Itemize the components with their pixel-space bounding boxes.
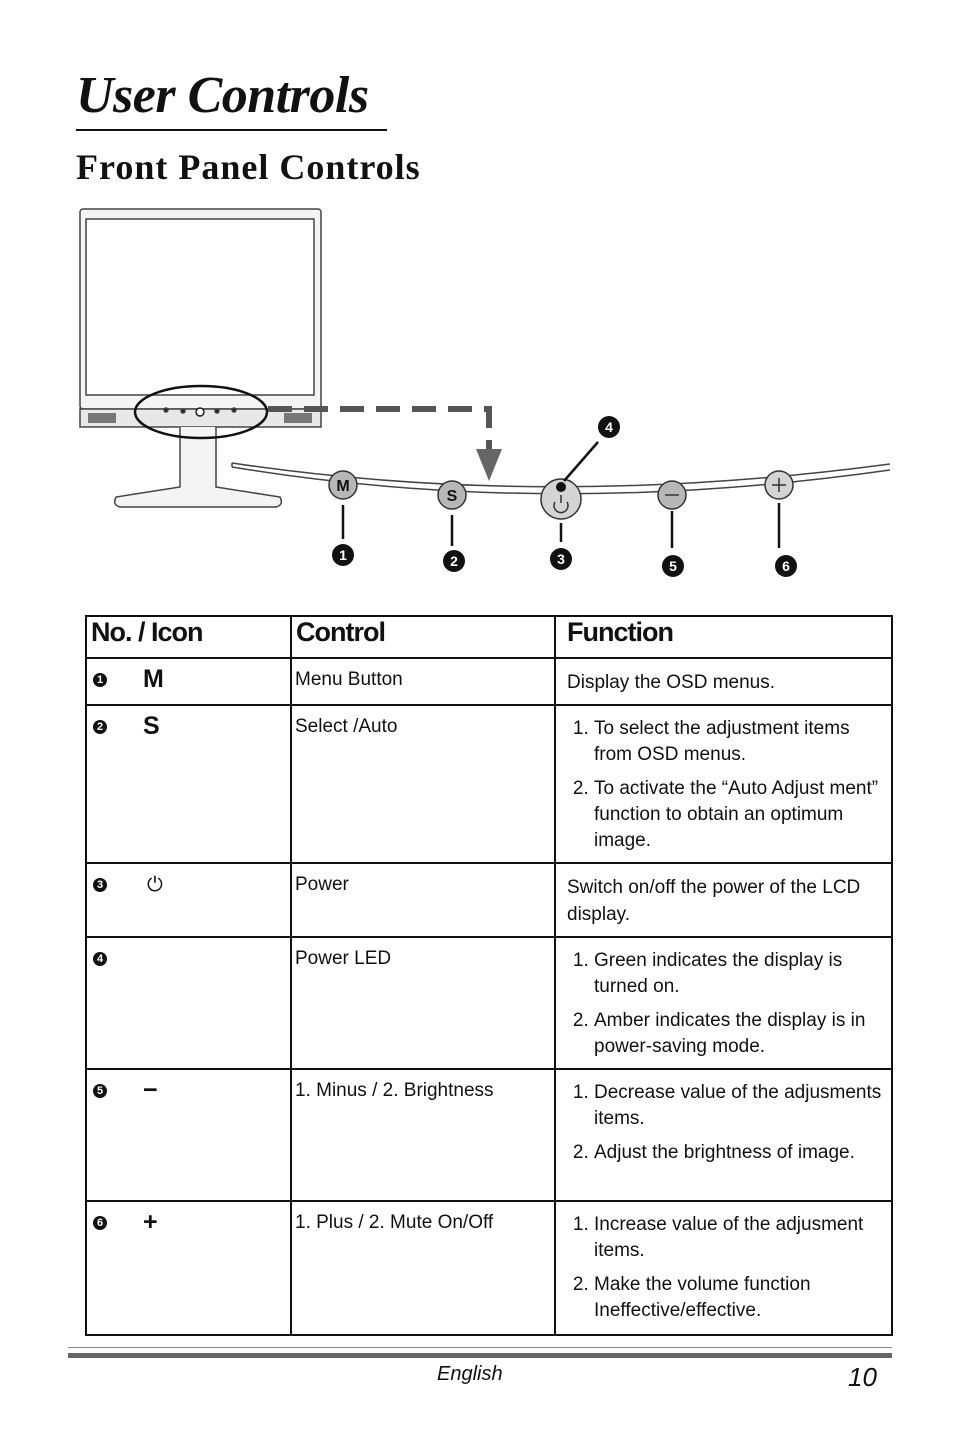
control-name: Menu Button (291, 658, 555, 705)
control-name: 1. Plus / 2. Mute On/Off (291, 1201, 555, 1335)
row-number: 4 (93, 952, 107, 966)
power-icon: ⏻ (147, 874, 163, 896)
control-name: 1. Minus / 2. Brightness (291, 1069, 555, 1201)
function-item: 2. Make the volume function Ineffective/effective. (594, 1272, 887, 1324)
function-description (555, 937, 892, 1069)
function-item: 1. Decrease value of the adjusments items. (594, 1080, 887, 1132)
row-number: 6 (93, 1216, 107, 1230)
row-number: 3 (93, 878, 107, 892)
callout-3: 3 (557, 551, 565, 567)
function-item: 2. Amber indicates the display is in power-saving mode. (594, 1008, 887, 1060)
page-title: User Controls (76, 67, 369, 124)
row-number: 2 (93, 720, 107, 734)
row-number-icon-cell (86, 1069, 291, 1201)
header-function: Function (555, 616, 892, 658)
plus-icon: + (143, 1208, 158, 1236)
table-row (86, 1201, 892, 1335)
footer-rule-thick (68, 1353, 892, 1358)
button-minus (658, 481, 686, 509)
function-description (555, 705, 892, 863)
m-letter-icon: M (143, 665, 164, 693)
s-letter-icon: S (143, 712, 160, 740)
row-number-icon-cell (86, 937, 291, 1069)
footer-rule-thin (68, 1347, 892, 1348)
minus-icon: − (143, 1076, 158, 1104)
table-row (86, 1069, 892, 1201)
function-text: Display the OSD menus. (567, 672, 776, 693)
table-row (86, 863, 892, 937)
control-name: Select /Auto (291, 705, 555, 863)
row-number-icon-cell (86, 705, 291, 863)
callout-5: 5 (669, 558, 677, 574)
front-panel-diagram (76, 205, 896, 595)
table-row (86, 658, 892, 705)
row-number-icon-cell (86, 1201, 291, 1335)
button-menu-letter: M (336, 478, 350, 495)
control-name: Power (291, 863, 555, 937)
function-description (555, 1069, 892, 1201)
row-number: 5 (93, 1084, 107, 1098)
function-item: 2. Adjust the brightness of image. (594, 1140, 887, 1166)
row-number-icon-cell (86, 658, 291, 705)
row-number: 1 (93, 673, 107, 687)
page-number: 10 (848, 1362, 877, 1392)
title-underline (76, 129, 387, 131)
controls-table (85, 615, 893, 1336)
function-item: 1. Green indicates the display is turned on. (594, 948, 887, 1000)
power-led (556, 482, 566, 492)
function-description (555, 658, 892, 705)
button-plus (765, 471, 793, 499)
control-name: Power LED (291, 937, 555, 1069)
header-no-icon: No. / Icon (86, 616, 291, 658)
header-control: Control (291, 616, 555, 658)
pointer-arrowhead (476, 449, 502, 481)
section-title: Front Panel Controls (76, 147, 421, 187)
monitor-illustration (80, 209, 321, 507)
callout-4: 4 (605, 419, 613, 435)
function-description (555, 1201, 892, 1335)
row-number-icon-cell (86, 863, 291, 937)
function-item: 1. To select the adjustment items from OSD menus. (594, 716, 887, 768)
function-text: Switch on/off the power of the LCD display. (567, 877, 861, 925)
function-description (555, 863, 892, 937)
table-row (86, 705, 892, 863)
callout-6: 6 (782, 558, 790, 574)
callout-1: 1 (339, 547, 347, 563)
function-item: 1. Increase value of the adjusment items. (594, 1212, 887, 1264)
footer-language: English (437, 1363, 503, 1385)
function-item: 2. To activate the “Auto Adjust ment” function to obtain an optimum image. (594, 776, 887, 854)
table-row (86, 937, 892, 1069)
button-select-letter: S (446, 488, 458, 505)
callout-2: 2 (450, 553, 458, 569)
table-header-row (86, 616, 892, 658)
